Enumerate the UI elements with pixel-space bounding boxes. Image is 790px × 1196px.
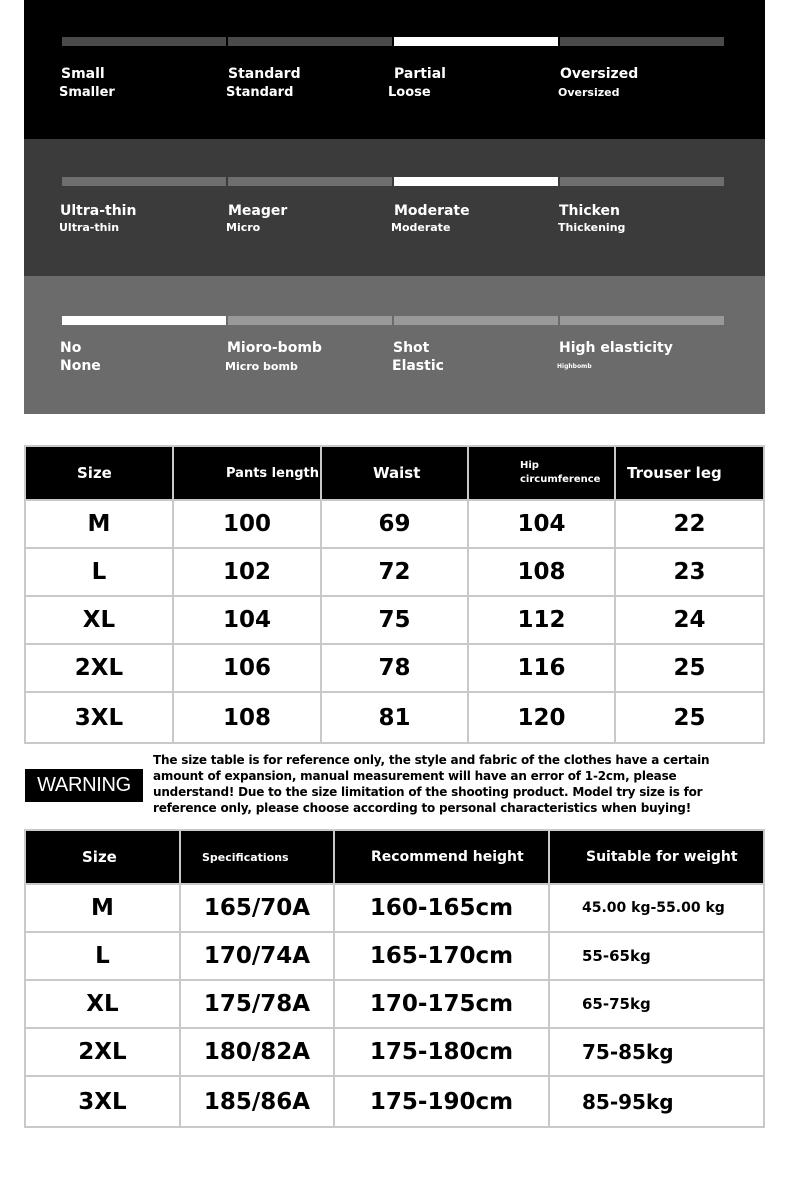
warning-text: The size table is for reference only, the style and fabric of the clothes have a certain amount of expansion, manual measurement will have an error of 1-2cm, please understand! Due to the size limitation of the shooting product. Model try size is for reference only, please choose according to personal characteristics when buying! bbox=[153, 753, 710, 815]
fit-label-en: Small bbox=[61, 66, 105, 82]
measurements-table-cell: 104 bbox=[174, 597, 320, 643]
elasticity-scale-segment-3 bbox=[394, 316, 558, 325]
measurements-table-cell: 25 bbox=[616, 693, 763, 742]
elasticity-scale-segment-1 bbox=[62, 316, 226, 325]
fit-table-cell: 55-65kg bbox=[550, 933, 763, 979]
measurements-table-cell: 3XL bbox=[26, 693, 172, 742]
measurements-table-cell: XL bbox=[26, 597, 172, 643]
fit-label-en: Partial bbox=[394, 66, 446, 82]
measurements-table-cell: 78 bbox=[322, 645, 467, 691]
measurements-table-cell: 24 bbox=[616, 597, 763, 643]
fit-table-cell: 175-190cm bbox=[335, 1077, 548, 1126]
elasticity-label-sub: Elastic bbox=[392, 358, 444, 374]
fit-table-header-4: Suitable for weight bbox=[550, 831, 763, 883]
elasticity-label-en: Mioro-bomb bbox=[227, 340, 322, 356]
measurements-table-cell: 23 bbox=[616, 549, 763, 595]
fit-label-sub: Oversized bbox=[558, 86, 620, 99]
measurements-table bbox=[24, 445, 765, 744]
measurements-table-cell: 100 bbox=[174, 501, 320, 547]
fit-label-en: Oversized bbox=[560, 66, 639, 82]
elasticity-scale-segment-2 bbox=[228, 316, 392, 325]
elasticity-label-sub: None bbox=[60, 358, 101, 374]
measurements-table-cell: 120 bbox=[469, 693, 614, 742]
fit-table-header-1: Size bbox=[26, 831, 179, 883]
fit-table-cell: 65-75kg bbox=[550, 981, 763, 1027]
measurements-table-cell: 102 bbox=[174, 549, 320, 595]
thickness-label-sub: Thickening bbox=[558, 221, 626, 234]
fit-table-cell: L bbox=[26, 933, 179, 979]
fit-table-cell: 160-165cm bbox=[335, 885, 548, 931]
fit-label-sub: Smaller bbox=[59, 85, 115, 100]
elasticity-label-en: High elasticity bbox=[559, 340, 673, 356]
fit-label-en: Standard bbox=[228, 66, 301, 82]
fit-table-cell: XL bbox=[26, 981, 179, 1027]
measurements-table-cell: 112 bbox=[469, 597, 614, 643]
fit-label-sub: Standard bbox=[226, 85, 294, 100]
measurements-table-header-3: Waist bbox=[322, 447, 467, 499]
measurements-table-cell: 106 bbox=[174, 645, 320, 691]
elasticity-label-en: No bbox=[60, 340, 82, 356]
measurements-table-cell: 108 bbox=[174, 693, 320, 742]
fit-table-cell: 175-180cm bbox=[335, 1029, 548, 1075]
elasticity-label-sub: Micro bomb bbox=[225, 360, 298, 373]
measurements-table-cell: 116 bbox=[469, 645, 614, 691]
thickness-scale-segment-2 bbox=[228, 177, 392, 186]
thickness-label-en: Thicken bbox=[559, 203, 621, 219]
thickness-scale-segment-3 bbox=[394, 177, 558, 186]
elasticity-panel bbox=[24, 276, 765, 414]
measurements-table-header-1: Size bbox=[26, 447, 172, 499]
fit-panel bbox=[24, 0, 765, 139]
fit-table-cell: 170-175cm bbox=[335, 981, 548, 1027]
elasticity-label-en: Shot bbox=[393, 340, 430, 356]
thickness-label-en: Meager bbox=[228, 203, 288, 219]
measurements-table-cell: 75 bbox=[322, 597, 467, 643]
measurements-table-cell: 108 bbox=[469, 549, 614, 595]
fit-table-cell: 170/74A bbox=[181, 933, 333, 979]
measurements-table-cell: 81 bbox=[322, 693, 467, 742]
fit-scale-segment-3 bbox=[394, 37, 558, 46]
fit-table-cell: 75-85kg bbox=[550, 1029, 763, 1075]
fit-table-cell: 165-170cm bbox=[335, 933, 548, 979]
fit-table-header-3: Recommend height bbox=[335, 831, 548, 883]
thickness-label-sub: Micro bbox=[226, 221, 261, 234]
warning-badge: WARNING bbox=[25, 769, 143, 802]
measurements-table-header-4: Hip circumference bbox=[469, 447, 614, 499]
measurements-table-cell: 72 bbox=[322, 549, 467, 595]
thickness-scale-segment-1 bbox=[62, 177, 226, 186]
measurements-table-cell: 22 bbox=[616, 501, 763, 547]
fit-table-cell: 185/86A bbox=[181, 1077, 333, 1126]
elasticity-scale-segment-4 bbox=[560, 316, 724, 325]
fit-table-cell: 2XL bbox=[26, 1029, 179, 1075]
fit-table-cell: 45.00 kg-55.00 kg bbox=[550, 885, 763, 931]
fit-table-cell: 180/82A bbox=[181, 1029, 333, 1075]
fit-scale-segment-4 bbox=[560, 37, 724, 46]
fit-scale-segment-1 bbox=[62, 37, 226, 46]
thickness-label-sub: Ultra-thin bbox=[59, 221, 120, 234]
thickness-scale-segment-4 bbox=[560, 177, 724, 186]
fit-table-cell: 175/78A bbox=[181, 981, 333, 1027]
thickness-label-en: Moderate bbox=[394, 203, 470, 219]
fit-label-sub: Loose bbox=[388, 85, 431, 100]
fit-table-header-2: Specifications bbox=[181, 831, 333, 883]
thickness-label-sub: Moderate bbox=[391, 221, 451, 234]
measurements-table-header-5: Trouser leg bbox=[616, 447, 763, 499]
elasticity-label-sub: Highbomb bbox=[557, 363, 592, 370]
thickness-label-en: Ultra-thin bbox=[60, 203, 137, 219]
measurements-table-cell: 25 bbox=[616, 645, 763, 691]
measurements-table-cell: M bbox=[26, 501, 172, 547]
measurements-table-cell: 104 bbox=[469, 501, 614, 547]
fit-scale-segment-2 bbox=[228, 37, 392, 46]
measurements-table-cell: 2XL bbox=[26, 645, 172, 691]
fit-table-cell: 3XL bbox=[26, 1077, 179, 1126]
measurements-table-cell: L bbox=[26, 549, 172, 595]
measurements-table-header-2: Pants length bbox=[174, 447, 320, 499]
fit-table-cell: 85-95kg bbox=[550, 1077, 763, 1126]
thickness-panel bbox=[24, 139, 765, 276]
fit-table-cell: M bbox=[26, 885, 179, 931]
measurements-table-cell: 69 bbox=[322, 501, 467, 547]
fit-table-cell: 165/70A bbox=[181, 885, 333, 931]
fit-table bbox=[24, 829, 765, 1128]
